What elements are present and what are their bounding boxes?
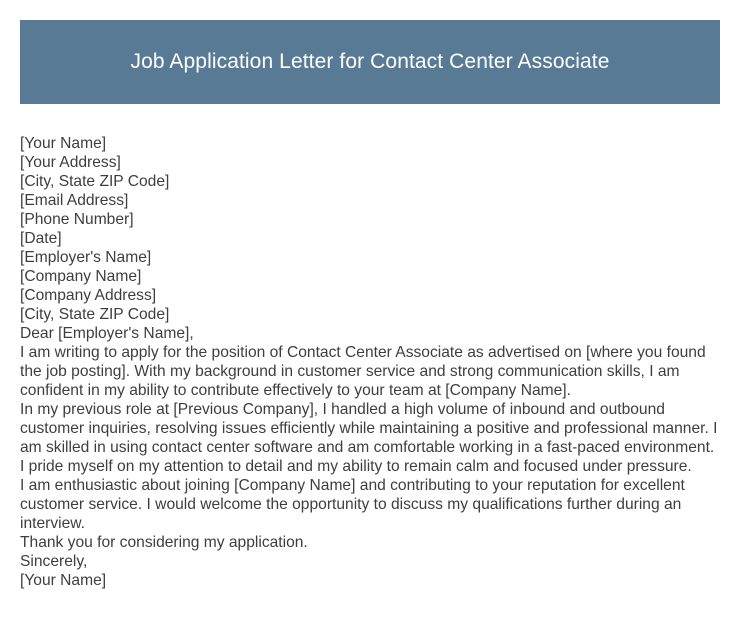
recipient-city-state-zip: [City, State ZIP Code] bbox=[20, 306, 170, 323]
body-paragraph-experience: In my previous role at [Previous Company], I handled a high volume of inbound and outbound customer inquiries, resolving issues efficiently while maintaining a positive and professional manner. I am skilled in using contact center software and am comfortable working in a fast-paced environment. I pride myself on my attention to detail and my ability to remain calm and focused under pressure. bbox=[20, 401, 718, 475]
letter-header bbox=[20, 20, 720, 104]
recipient-address: [Company Address] bbox=[20, 287, 157, 304]
sender-name: [Your Name] bbox=[20, 135, 107, 152]
letter-date: [Date] bbox=[20, 230, 62, 247]
sender-address: [Your Address] bbox=[20, 154, 121, 171]
sender-email: [Email Address] bbox=[20, 192, 129, 209]
page-title: Job Application Letter for Contact Center Associate bbox=[130, 50, 610, 73]
body-paragraph-enthusiasm: I am enthusiastic about joining [Company Name] and contributing to your reputation for excellent customer service. I would welcome the opportunity to discuss my qualifications further during an interview. bbox=[20, 477, 685, 532]
body-paragraph-intro: I am writing to apply for the position of Contact Center Associate as advertised on [where you found the job posting]. With my background in customer service and strong communication skills, I am confident in my ability to contribute effectively to your team at [Company Name]. bbox=[20, 344, 706, 399]
sender-phone: [Phone Number] bbox=[20, 211, 134, 228]
closing: Sincerely, bbox=[20, 553, 88, 570]
signature: [Your Name] bbox=[20, 572, 107, 589]
recipient-name: [Employer's Name] bbox=[20, 249, 152, 266]
salutation: Dear [Employer's Name], bbox=[20, 325, 194, 342]
body-paragraph-thanks: Thank you for considering my application. bbox=[20, 534, 308, 551]
recipient-company: [Company Name] bbox=[20, 268, 142, 285]
sender-city-state-zip: [City, State ZIP Code] bbox=[20, 173, 170, 190]
letter-body bbox=[20, 134, 722, 590]
